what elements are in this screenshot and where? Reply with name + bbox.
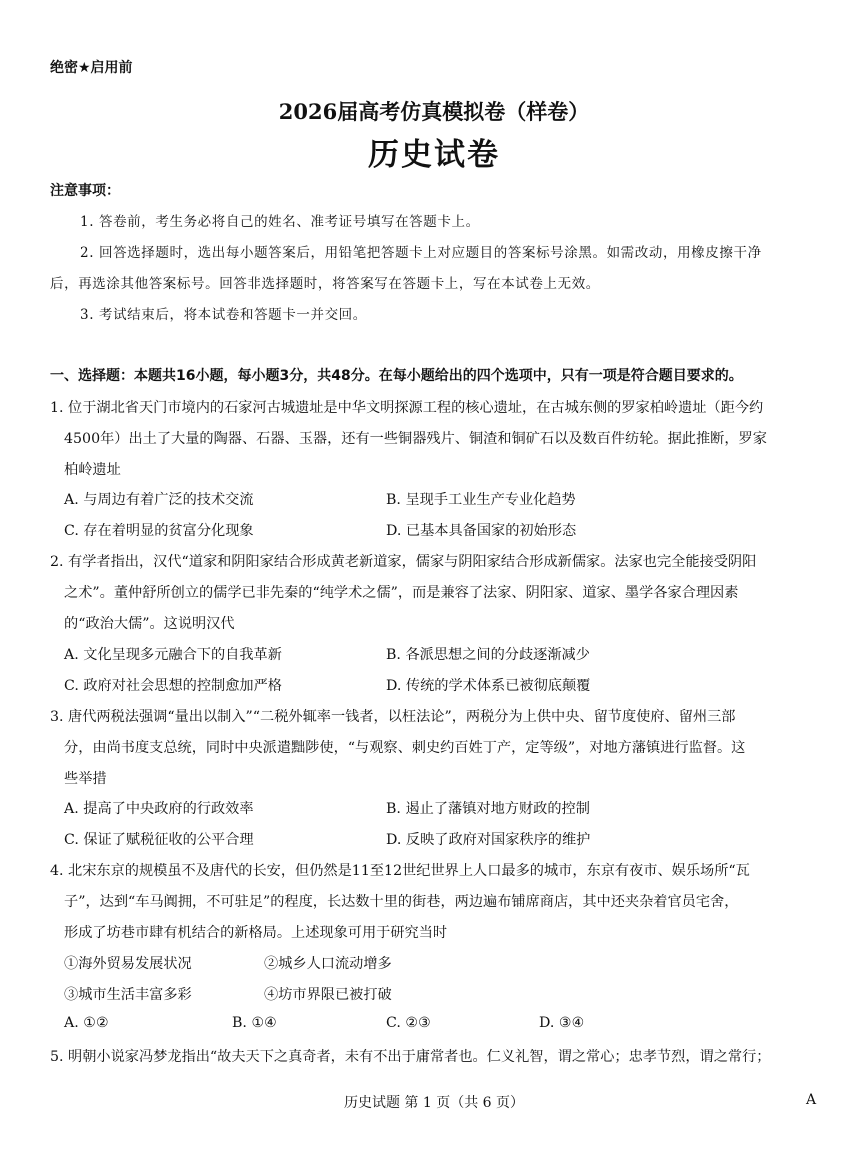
notice-line: 1. 答卷前，考生务必将自己的姓名、准考证号填写在答题卡上。 — [80, 214, 480, 230]
question-3-line: 分，由尚书度支总统，同时中央派遣黜陟使，“与观察、刺史约百姓丁产，定等级”，对地方藩镇进行监督。这 — [64, 740, 746, 756]
version-mark: A — [806, 1092, 817, 1108]
notice-line: 后，再选涂其他答案标号。回答非选择题时，将答案写在答题卡上，写在本试卷上无效。 — [50, 276, 600, 292]
question-1-line: 1. 位于湖北省天门市境内的石家河古城遗址是中华文明探源工程的核心遗址，在古城东侧的罗家柏岭遗址（距今约 — [50, 400, 764, 416]
question-3-option-c: C. 保证了赋税征收的公平合理 — [64, 832, 254, 848]
question-1-option-a: A. 与周边有着广泛的技术交流 — [64, 492, 254, 508]
question-1-option-d: D. 已基本具备国家的初始形态 — [386, 523, 577, 539]
question-2-option-d: D. 传统的学术体系已被彻底颠覆 — [386, 678, 591, 694]
question-4-option-d: D. ③④ — [539, 1015, 585, 1031]
question-2-option-a: A. 文化呈现多元融合下的自我革新 — [64, 647, 282, 663]
question-1-line: 4500年）出土了大量的陶器、石器、玉器，还有一些铜器残片、铜渣和铜矿石以及数百件纺轮。据此推断，罗家 — [64, 431, 767, 447]
question-2-option-c: C. 政府对社会思想的控制愈加严格 — [64, 678, 282, 694]
question-3-line: 3. 唐代两税法强调“量出以制入”“二税外辄率一钱者，以枉法论”，两税分为上供中央、留节度使府、留州三部 — [50, 709, 736, 725]
question-4-option-c: C. ②③ — [386, 1015, 431, 1031]
question-2-line: 的“政治大儒”。这说明汉代 — [64, 616, 235, 632]
question-4-option-b: B. ①④ — [232, 1015, 277, 1031]
question-2-line: 之术”。董仲舒所创立的儒学已非先秦的“纯学术之儒”，而是兼容了法家、阴阳家、道家、墨学各家合理因素 — [64, 585, 739, 601]
question-4-option-a: A. ①② — [64, 1015, 109, 1031]
question-2-line: 2. 有学者指出，汉代“道家和阴阳家结合形成黄老新道家，儒家与阴阳家结合形成新儒家。法家也完全能接受阴阳 — [50, 554, 757, 570]
question-4-line: 子”，达到“车马阗拥，不可驻足”的程度，长达数十里的街巷，两边遍布铺席商店，其中还夹杂着官员宅舍， — [64, 894, 739, 910]
notice-heading: 注意事项： — [50, 183, 120, 199]
question-4-item-3: ③城市生活丰富多彩 — [64, 987, 192, 1003]
question-4-line: 4. 北宋东京的规模虽不及唐代的长安，但仍然是11至12世纪世界上人口最多的城市，东京有夜市、娱乐场所“瓦 — [50, 863, 750, 879]
question-1-option-c: C. 存在着明显的贫富分化现象 — [64, 523, 254, 539]
question-4-item-1: ①海外贸易发展状况 — [64, 956, 192, 972]
question-1-option-b: B. 呈现手工业生产专业化趋势 — [386, 492, 576, 508]
subject-title: 历史试卷 — [368, 137, 500, 173]
question-5-line: 5. 明朝小说家冯梦龙指出“故夫天下之真奇者，未有不出于庸常者也。仁义礼智，谓之常心；忠孝节烈，谓之常行； — [50, 1049, 771, 1065]
notice-line: 2. 回答选择题时，选出每小题答案后，用铅笔把答题卡上对应题目的答案标号涂黑。如需改动，用橡皮擦干净 — [80, 245, 762, 261]
question-4-item-2: ②城乡人口流动增多 — [264, 956, 392, 972]
confidential-mark: 绝密★启用前 — [50, 60, 133, 76]
page-footer: 历史试题 第 1 页（共 6 页） — [343, 1095, 525, 1111]
question-4-item-4: ④坊市界限已被打破 — [264, 987, 392, 1003]
question-1-line: 柏岭遗址 — [64, 462, 121, 478]
question-3-option-a: A. 提高了中央政府的行政效率 — [64, 801, 254, 817]
question-3-line: 些举措 — [64, 771, 107, 787]
notice-line: 3. 考试结束后，将本试卷和答题卡一并交回。 — [80, 307, 367, 323]
question-3-option-b: B. 遏止了藩镇对地方财政的控制 — [386, 801, 590, 817]
question-3-option-d: D. 反映了政府对国家秩序的维护 — [386, 832, 591, 848]
question-4-line: 形成了坊巷市肆有机结合的新格局。上述现象可用于研究当时 — [64, 925, 448, 941]
section-title: 一、选择题：本题共16小题，每小题3分，共48分。在每小题给出的四个选项中，只有一项是符合题目要求的。 — [50, 368, 743, 384]
question-2-option-b: B. 各派思想之间的分歧逐渐减少 — [386, 647, 590, 663]
exam-title: 2026届高考仿真模拟卷（样卷） — [278, 99, 590, 124]
